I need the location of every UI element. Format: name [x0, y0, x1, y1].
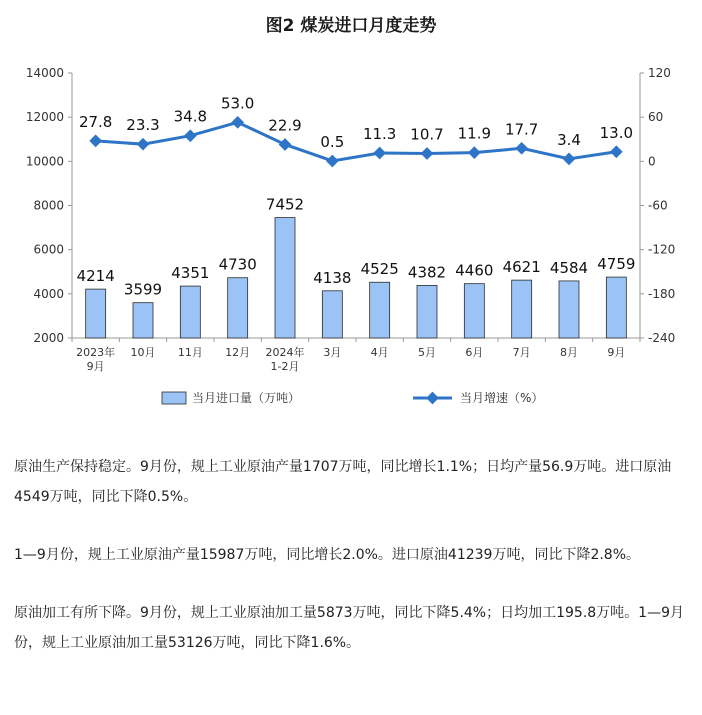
article-text: [14, 452, 690, 686]
legend-line-marker: [426, 392, 439, 405]
x-tick-label: 2024年: [265, 346, 305, 359]
line-point: [231, 116, 244, 129]
line-point: [279, 138, 292, 151]
legend-bar-swatch: [162, 392, 186, 404]
line-point: [89, 135, 102, 148]
line-point: [184, 129, 197, 142]
chart-title: 图2 煤炭进口月度走势: [265, 16, 437, 36]
y-left-tick-label: 10000: [25, 154, 64, 169]
y-right-tick-label: 60: [648, 110, 664, 125]
bar: [512, 280, 532, 338]
bar-data-label: 4621: [502, 258, 541, 277]
line-point: [421, 147, 434, 160]
y-right-tick-label: -240: [648, 331, 676, 345]
bar: [86, 289, 106, 338]
x-tick-label: 12月: [225, 346, 251, 359]
line-data-label: 3.4: [557, 130, 581, 149]
bar: [606, 277, 626, 338]
y-left-tick-label: 8000: [33, 198, 64, 213]
bar: [228, 278, 248, 338]
bar-data-label: 7452: [265, 195, 305, 214]
y-left-tick-label: 4000: [33, 286, 64, 301]
bar: [322, 291, 342, 338]
legend-line-label: 当月增速（%）: [460, 391, 544, 405]
bar: [275, 218, 295, 338]
bar: [559, 281, 579, 338]
line-point: [563, 152, 576, 165]
line-point: [326, 155, 339, 168]
y-right-tick-label: 120: [648, 66, 671, 80]
x-tick-label: 8月: [560, 346, 578, 359]
line-data-label: 11.9: [457, 124, 492, 143]
y-right-tick-label: -60: [648, 198, 668, 213]
y-left-tick-label: 2000: [33, 331, 64, 345]
paragraph-1: 原油生产保持稳定。9月份，规上工业原油产量1707万吨，同比增长1.1%；日均产量56.9万吨。进口原油4549万吨，同比下降0.5%。: [14, 459, 672, 505]
line-data-label: 13.0: [599, 123, 634, 142]
bar-data-label: 4138: [313, 268, 352, 287]
bar-data-label: 4525: [360, 260, 399, 279]
x-tick-label: 7月: [512, 346, 531, 359]
x-tick-label: 6月: [465, 346, 484, 359]
bar-data-label: 4214: [76, 267, 115, 286]
line-data-label: 11.3: [362, 125, 397, 144]
bar-data-label: 4460: [455, 261, 494, 280]
y-left-tick-label: 6000: [33, 242, 64, 257]
line-point: [468, 146, 481, 159]
y-left-tick-label: 12000: [25, 110, 64, 125]
legend-bar-label: 当月进口量（万吨）: [192, 391, 301, 405]
x-tick-label: 3月: [323, 346, 342, 359]
line-data-label: 0.5: [320, 132, 345, 151]
x-tick-label: 9月: [607, 346, 626, 359]
line-point: [515, 142, 528, 155]
x-tick-label: 2023年: [76, 346, 116, 359]
x-tick-label: 9月: [86, 360, 105, 373]
x-tick-label: 10月: [130, 346, 156, 359]
x-tick-label: 11月: [177, 346, 203, 359]
line-data-label: 10.7: [410, 125, 444, 144]
bar: [464, 284, 484, 338]
bar-data-label: 4759: [597, 255, 636, 274]
y-right-tick-label: -120: [648, 242, 676, 257]
x-tick-label: 1-2月: [270, 360, 300, 373]
line-data-label: 17.7: [504, 120, 539, 139]
bar: [417, 285, 437, 338]
line-data-label: 22.9: [268, 116, 302, 135]
line-data-label: 53.0: [220, 94, 255, 113]
y-right-tick-label: -180: [648, 286, 676, 301]
line-point: [137, 138, 150, 151]
bar-data-label: 4584: [549, 258, 589, 277]
x-tick-label: 5月: [418, 346, 436, 359]
bar: [370, 282, 390, 338]
bar: [133, 303, 153, 338]
line-data-label: 27.8: [78, 112, 113, 131]
bar-data-label: 4382: [407, 263, 447, 282]
bar-data-label: 4351: [171, 264, 210, 283]
bar: [180, 286, 200, 338]
y-right-tick-label: 0: [648, 154, 656, 169]
x-tick-label: 4月: [370, 346, 389, 359]
y-left-tick-label: 14000: [25, 66, 64, 80]
bar-data-label: 4730: [218, 255, 257, 274]
line-data-label: 23.3: [126, 116, 160, 135]
line-point: [610, 145, 623, 158]
paragraph-2: 1—9月份，规上工业原油产量15987万吨，同比增长2.0%。进口原油41239万吨，同比下降2.8%。: [14, 547, 641, 563]
line-data-label: 34.8: [173, 107, 208, 126]
line-point: [373, 147, 386, 160]
paragraph-3: 原油加工有所下降。9月份，规上工业原油加工量5873万吨，同比下降5.4%；日均加工195.8万吨。1—9月份，规上工业原油加工量53126万吨，同比下降1.6%。: [14, 605, 684, 651]
bar-data-label: 3599: [123, 280, 163, 299]
